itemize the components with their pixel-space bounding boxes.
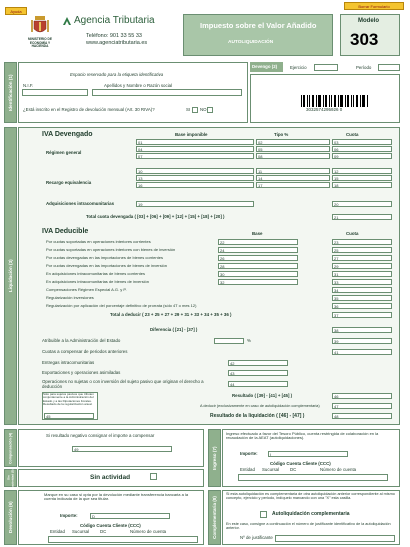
casilla-45[interactable]: 45	[44, 413, 94, 419]
devolucion-importe-label: Importe:	[60, 513, 78, 518]
devolucion-side-label: Devolución (6)	[8, 501, 13, 534]
casilla-09[interactable]: 09	[332, 153, 392, 159]
barcode	[300, 95, 370, 107]
ingreso-side-label: Ingreso (7)	[212, 446, 217, 470]
liquidacion-side-label: Liquidación (3)	[8, 259, 13, 293]
ejercicio-label: Ejercicio	[290, 65, 307, 70]
casilla-12[interactable]: 12	[332, 168, 392, 174]
deducir-anteriores-label: A deducir (exclusivamente en caso de autoliquidación complementaria)	[200, 404, 320, 408]
casilla-15[interactable]: 15	[332, 175, 392, 181]
barcode-number: 3032574295926 0	[306, 107, 343, 112]
complementaria-text2: En este caso, consigne a continuación el número de justificante identificativo de la autoliquidación anterior.	[226, 522, 391, 531]
identificacion-side-label: Identificación (1)	[8, 74, 13, 111]
devolucion-importe-field[interactable]: D	[90, 513, 170, 519]
casilla-43[interactable]: 43	[228, 370, 288, 376]
sin-actividad-label: Sin actividad	[90, 474, 131, 481]
entregas-intra-label: Entregas intracomunitarias	[42, 360, 95, 365]
casilla-02[interactable]: 02	[256, 139, 330, 145]
devolucion-entidad: Entidad	[50, 529, 65, 534]
casilla-21[interactable]: 21	[332, 214, 392, 220]
apellidos-label: Apellidos y Nombre o Razón social	[104, 83, 173, 88]
si-checkbox[interactable]	[192, 107, 198, 113]
casilla-47[interactable]: 47	[332, 403, 392, 409]
coat-of-arms-logo	[30, 14, 50, 36]
no-checkbox[interactable]	[207, 107, 213, 113]
ingreso-text: Ingreso efectuado a favor del Tesoro Público, cuenta restringida de colaboración en la recaudación de la AEAT (autoliquidaciones).	[226, 431, 379, 441]
casilla-06[interactable]: 06	[332, 146, 392, 152]
ejercicio-field[interactable]	[314, 64, 338, 71]
iva-deducible-title: IVA Deducible	[42, 228, 89, 235]
casilla-31[interactable]: 31	[332, 271, 392, 277]
total-devengada-label: Total cuota devengada ( [03] + [06] + [09] + [12] + [15] + [18] + [20] )	[86, 214, 225, 219]
diferencia-label: Diferencia ( [21] - [37] )	[150, 327, 198, 332]
sin-actividad-side-label: Sin actividad (5)	[6, 469, 15, 487]
compensacion-side-label: Compensación (4)	[8, 432, 13, 464]
complementaria-side-label: Complementaria (8)	[212, 496, 217, 539]
periodo-field[interactable]	[378, 64, 400, 71]
casilla-07[interactable]: 07	[136, 153, 254, 159]
casilla-11[interactable]: 11	[256, 168, 330, 174]
atribuible-pct: %	[247, 338, 251, 343]
deducible-row-label: Compensaciones Régimen Especial A.G. y P.	[46, 287, 127, 292]
resultado-liquidacion-label: Resultado de la liquidación ( [46] - [47] )	[210, 413, 305, 419]
ingreso-ccc-field[interactable]	[238, 474, 388, 481]
casilla-20[interactable]: 20	[332, 201, 392, 207]
casilla-41[interactable]: 41	[332, 349, 392, 355]
casilla-35[interactable]: 35	[332, 295, 392, 301]
casilla-34[interactable]: 34	[332, 287, 392, 293]
form-subtitle: AUTOLIQUIDACIÓN	[228, 40, 274, 45]
sin-actividad-checkbox[interactable]	[150, 473, 157, 480]
casilla-14[interactable]: 14	[256, 175, 330, 181]
agencia-tributaria-logo	[62, 16, 72, 26]
casilla-29[interactable]: 29	[332, 263, 392, 269]
casilla-08[interactable]: 08	[256, 153, 330, 159]
complementaria-text: Si esta autoliquidación es complementaria de otra autoliquidación anterior correspondiente al mismo concepto, ejercicio y periodo, indíquelo marcando con una "X" esta casilla.	[226, 492, 395, 501]
casilla-28[interactable]: 28	[218, 263, 298, 269]
recargo-label: Recargo equivalencia	[46, 180, 92, 185]
casilla-38[interactable]: 38	[332, 327, 392, 333]
devolucion-ccc-label: Código Cuenta Cliente (CCC)	[80, 523, 141, 528]
casilla-44[interactable]: 44	[228, 381, 288, 387]
deducible-row-label: Regularización por aplicación del porcentaje definitivo de prorrata (sólo 4T o mes 12)	[46, 303, 197, 308]
complementaria-check-label: Autoliquidación complementaria	[272, 511, 350, 517]
deducible-row-label: En adquisiciones intracomunitarias de bienes de inversión	[46, 279, 149, 284]
form-title: Impuesto sobre el Valor Añadido	[200, 21, 317, 30]
compensacion-text: Si resultado negativo consignar el importe a compensar	[46, 433, 155, 438]
etiqueta-placeholder: Espacio reservado para la etiqueta identificativa	[70, 72, 164, 77]
nif-label: N.I.F.	[23, 83, 34, 88]
registro-question: ¿Está inscrito en el Registro de devolución mensual (Art. 30 RIVA)?	[23, 107, 155, 112]
ingreso-sucursal: Sucursal	[262, 467, 280, 472]
devolucion-text: Marque en su caso si opta por la devolución mediante transferencia bancaria a la cuenta indicada de la que sea titular.	[44, 492, 189, 502]
resultado-label: Resultado ( [39] - [41] + [45] )	[232, 393, 293, 398]
periodo-label: Período	[356, 65, 372, 70]
iva-devengado-title: IVA Devengado	[42, 131, 93, 138]
ministry-label: MINISTERIO DE ECONOMÍA Y HACIENDA	[28, 37, 52, 49]
ingreso-importe-field[interactable]: I	[268, 451, 348, 457]
casilla-46[interactable]: 46	[332, 393, 392, 399]
justificante-label: Nº de justificante	[240, 535, 273, 540]
casilla-36[interactable]: 36	[332, 303, 392, 309]
casilla-42[interactable]: 42	[228, 360, 288, 366]
deducible-row-label: Por cuotas soportadas en operaciones interiores con bienes de inversión	[46, 247, 176, 252]
casilla-37[interactable]: 37	[332, 312, 392, 318]
deducible-row-label: Por cuotas soportadas en operaciones interiores corrientes	[46, 239, 151, 244]
no-sujetas-label: Operaciones no sujetas o con inversión del sujeto pasivo que originan el derecho a deducción	[42, 379, 204, 389]
atribuible-pct-field[interactable]	[214, 338, 244, 344]
casilla-48[interactable]: 48	[332, 413, 392, 419]
complementaria-checkbox[interactable]	[260, 511, 267, 518]
devolucion-ccc-field[interactable]	[48, 536, 198, 543]
modelo-number: 303	[350, 30, 379, 49]
adquisiciones-label: Adquisiciones intracomunitarias	[46, 201, 115, 206]
col-cuota-deducible: Cuota	[346, 231, 359, 236]
si-label: SI	[186, 107, 191, 112]
casilla-23[interactable]: 23	[332, 239, 392, 245]
deducible-row-label: Por cuotas devengadas en las importaciones de bienes corrientes	[46, 255, 163, 260]
justificante-field[interactable]	[275, 535, 395, 542]
total-deducir-label: Total a deducir ( 23 + 25 + 27 + 29 + 31 + 33 + 34 + 35 + 36 )	[110, 312, 232, 317]
casilla-30[interactable]: 30	[218, 271, 298, 277]
ingreso-entidad: Entidad	[240, 467, 255, 472]
ingreso-dc: DC	[290, 467, 297, 472]
casilla-18[interactable]: 18	[332, 182, 392, 188]
col-base-imponible: Base imponible	[175, 132, 208, 137]
casilla-24[interactable]: 24	[218, 247, 298, 253]
devolucion-cuenta: Número de cuenta	[130, 529, 167, 534]
cuotas-compensar-label: Cuotas a compensar de periodos anteriores	[42, 349, 128, 354]
casilla-32[interactable]: 32	[218, 279, 298, 285]
casilla-03[interactable]: 03	[332, 139, 392, 145]
casilla-25[interactable]: 25	[332, 247, 392, 253]
casilla-16[interactable]: 16	[136, 182, 254, 188]
casilla-10[interactable]: 10	[136, 168, 254, 174]
casilla-05[interactable]: 05	[256, 146, 330, 152]
atribuible-label: Atribuible a la Administración del Estado	[42, 338, 121, 343]
devolucion-dc: DC	[100, 529, 107, 534]
borrar-formulario-button[interactable]: Borrar Formulario	[344, 2, 404, 10]
regularizacion-text: Sólo para sujetos pasivos que tributen conjuntamente a la Administración del Estado y a las Diputaciones Forales. Resultado de la regularización anual.	[43, 392, 94, 406]
agency-name: Agencia Tributaria	[74, 15, 155, 26]
col-cuota: Cuota	[346, 132, 359, 137]
casilla-04[interactable]: 04	[136, 146, 254, 152]
no-label: NO	[200, 107, 207, 112]
devengo-label: Devengo (2)	[252, 64, 278, 69]
casilla-17[interactable]: 17	[256, 182, 330, 188]
col-tipo: Tipo %	[274, 132, 289, 137]
casilla-26[interactable]: 26	[218, 255, 298, 261]
casilla-19[interactable]: 19	[136, 201, 254, 207]
casilla-22[interactable]: 22	[218, 239, 298, 245]
col-base-deducible: Base	[252, 231, 263, 236]
ingreso-ccc-label: Código Cuenta Cliente (CCC)	[270, 461, 331, 466]
devolucion-sucursal: Sucursal	[72, 529, 90, 534]
agency-phone: Teléfono: 901 33 55 33	[86, 33, 142, 39]
casilla-01[interactable]: 01	[136, 139, 254, 145]
nif-field[interactable]	[22, 89, 88, 96]
casilla-13[interactable]: 13	[136, 175, 254, 181]
casilla-39[interactable]: 39	[332, 338, 392, 344]
casilla-49[interactable]: 49	[72, 446, 172, 452]
deducible-row-label: En adquisiciones intracomunitarias de bienes corrientes	[46, 271, 145, 276]
deducible-row-label: Por cuotas devengadas en las importaciones de bienes de inversión	[46, 263, 167, 268]
agency-web: www.agenciatributaria.es	[86, 40, 148, 46]
casilla-33[interactable]: 33	[332, 279, 392, 285]
modelo-label: Modelo	[358, 18, 379, 24]
ingreso-cuenta: Número de cuenta	[320, 467, 357, 472]
ingreso-importe-label: Importe:	[240, 451, 258, 456]
ayuda-button[interactable]: Ayuda	[5, 7, 27, 15]
deducible-row-label: Regularización inversiones	[46, 295, 94, 300]
apellidos-field[interactable]	[92, 89, 242, 96]
exportaciones-label: Exportaciones y operaciones asimiladas	[42, 370, 121, 375]
casilla-27[interactable]: 27	[332, 255, 392, 261]
regimen-general-label: Régimen general	[46, 150, 82, 155]
